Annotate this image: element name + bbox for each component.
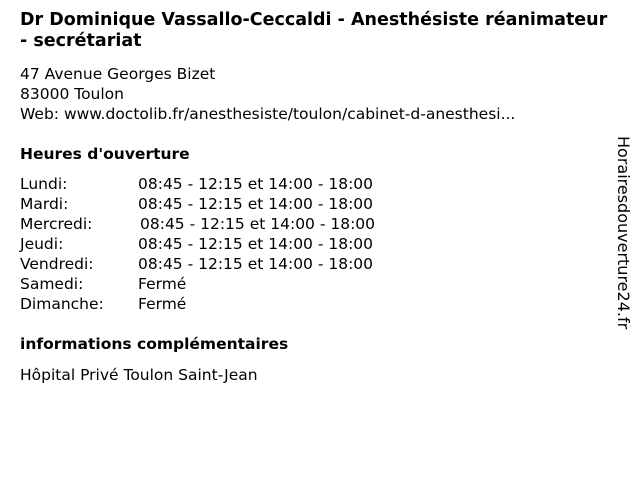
address-city: 83000 Toulon bbox=[20, 85, 124, 103]
day-hours: Fermé bbox=[138, 275, 187, 293]
site-watermark: Horairesdouverture24.fr bbox=[614, 136, 633, 330]
day-hours: Fermé bbox=[138, 295, 187, 313]
day-label: Jeudi: bbox=[20, 235, 64, 253]
opening-hours-heading: Heures d'ouverture bbox=[20, 145, 190, 163]
additional-info-text: Hôpital Privé Toulon Saint-Jean bbox=[20, 366, 258, 384]
day-hours: 08:45 - 12:15 et 14:00 - 18:00 bbox=[140, 215, 376, 233]
day-label: Lundi: bbox=[20, 175, 68, 193]
additional-info-heading: informations complémentaires bbox=[20, 335, 289, 353]
day-label: Vendredi: bbox=[20, 255, 94, 273]
day-label: Mercredi: bbox=[20, 215, 93, 233]
day-hours: 08:45 - 12:15 et 14:00 - 18:00 bbox=[138, 175, 374, 193]
day-hours: 08:45 - 12:15 et 14:00 - 18:00 bbox=[138, 195, 374, 213]
page-title: Dr Dominique Vassallo-Ceccaldi - Anesthésiste réanimateur - secrétariat bbox=[20, 10, 608, 51]
day-label: Samedi: bbox=[20, 275, 84, 293]
day-hours: 08:45 - 12:15 et 14:00 - 18:00 bbox=[138, 235, 374, 253]
day-label: Dimanche: bbox=[20, 295, 104, 313]
day-hours: 08:45 - 12:15 et 14:00 - 18:00 bbox=[138, 255, 374, 273]
address-street: 47 Avenue Georges Bizet bbox=[20, 65, 216, 83]
day-label: Mardi: bbox=[20, 195, 69, 213]
website-link[interactable]: Web: www.doctolib.fr/anesthesiste/toulon/cabinet-d-anesthesi... bbox=[20, 105, 516, 123]
